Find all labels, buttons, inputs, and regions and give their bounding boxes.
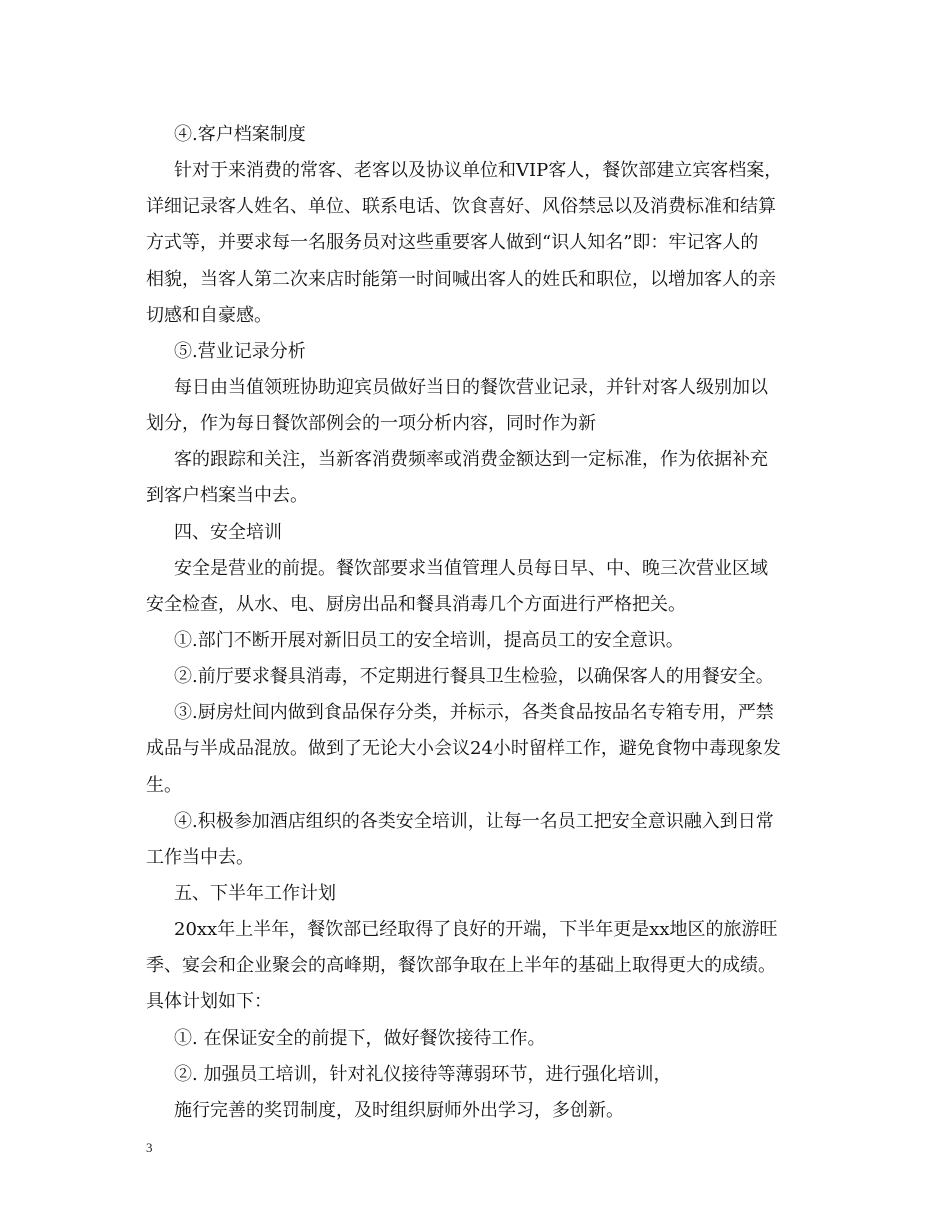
- paragraph-line: 季、宴会和企业聚会的高峰期，餐饮部争取在上半年的基础上取得更大的成绩。: [146, 955, 776, 977]
- paragraph-line: 详细记录客人姓名、单位、联系电话、饮食喜好、风俗禁忌以及消费标准和结算: [146, 196, 776, 218]
- section-heading: ⑤.营业记录分析: [174, 340, 306, 362]
- paragraph-line: 每日由当值领班协助迎宾员做好当日的餐饮营业记录，并针对客人级别加以: [174, 376, 768, 398]
- page-number: 3: [146, 1140, 153, 1155]
- paragraph-line: 安全检查，从水、电、厨房出品和餐具消毒几个方面进行严格把关。: [146, 593, 686, 615]
- list-item: ①.部门不断开展对新旧员工的安全培训，提高员工的安全意识。: [174, 629, 684, 651]
- section-heading: 四、安全培训: [174, 521, 282, 543]
- section-heading: ④.客户档案制度: [174, 124, 306, 145]
- paragraph-line: 客的跟踪和关注，当新客消费频率或消费金额达到一定标准，作为依据补充: [174, 449, 768, 471]
- paragraph-line: 施行完善的奖罚制度，及时组织厨师外出学习，多创新。: [174, 1099, 624, 1121]
- paragraph-line: 方式等，并要求每一名服务员对这些重要客人做到“识人知名”即：牢记客人的: [146, 232, 759, 254]
- paragraph-line: 到客户档案当中去。: [146, 485, 308, 507]
- section-heading: 五、下半年工作计划: [174, 882, 336, 904]
- paragraph-line: 20xx年上半年，餐饮部已经取得了良好的开端，下半年更是xx地区的旅游旺: [174, 919, 778, 941]
- paragraph-line: 安全是营业的前提。餐饮部要求当值管理人员每日早、中、晚三次营业区域: [174, 557, 768, 579]
- paragraph-line: 生。: [146, 774, 182, 796]
- document-body: [146, 117, 811, 1129]
- paragraph-line: 切感和自豪感。: [146, 304, 272, 326]
- list-item: ①. 在保证安全的前提下，做好餐饮接待工作。: [174, 1027, 546, 1049]
- list-item: ④.积极参加酒店组织的各类安全培训，让每一名员工把安全意识融入到日常: [174, 810, 774, 832]
- list-item: ③.厨房灶间内做到食品保存分类，并标示，各类食品按品名专箱专用，严禁: [174, 702, 774, 724]
- list-item: ②.前厅要求餐具消毒，不定期进行餐具卫生检验，以确保客人的用餐安全。: [174, 666, 774, 688]
- paragraph-line: 相貌，当客人第二次来店时能第一时间喊出客人的姓氏和职位，以增加客人的亲: [146, 268, 776, 290]
- list-item: ②. 加强员工培训，针对礼仪接待等薄弱环节，进行强化培训，: [174, 1063, 672, 1085]
- paragraph-line: 针对于来消费的常客、老客以及协议单位和VIP客人，餐饮部建立宾客档案，: [174, 160, 783, 182]
- paragraph-line: 成品与半成品混放。做到了无论大小会议24小时留样工作，避免食物中毒现象发: [146, 738, 781, 760]
- paragraph-line: 工作当中去。: [146, 846, 254, 868]
- paragraph-line: 划分，作为每日餐饮部例会的一项分析内容，同时作为新: [146, 413, 596, 435]
- paragraph-line: 具体计划如下：: [146, 991, 272, 1013]
